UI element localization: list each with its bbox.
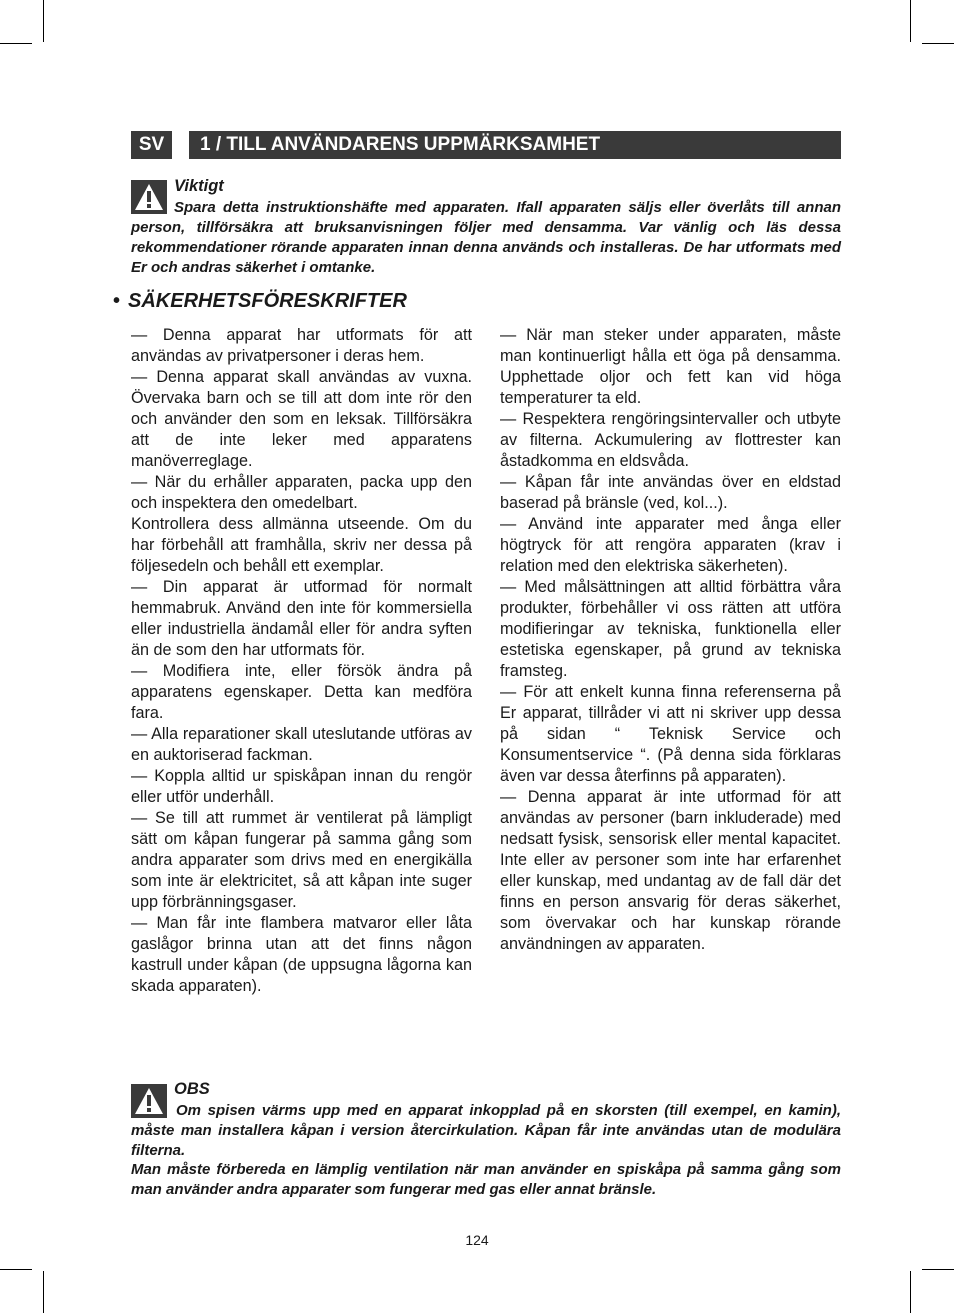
safety-left-column (131, 325, 472, 997)
important-notice-title: Viktigt (174, 177, 224, 195)
safety-heading-text: SÄKERHETSFÖRESKRIFTER (128, 290, 407, 312)
crop-mark (0, 43, 32, 44)
safety-paragraph: — Använd inte apparater med ånga eller högtryck för att rengöra apparaten (krav i relation med den elektriska säkerheten). (500, 515, 841, 575)
crop-mark (922, 1269, 954, 1270)
obs-notice-text-2: Man måste förbereda en lämplig ventilation när man använder en spiskåpa på samma gång som man använder andra apparater som fungerar med gas eller annat bränsle. (131, 1161, 841, 1198)
safety-heading (113, 290, 407, 313)
crop-mark (910, 1271, 911, 1313)
crop-mark (43, 0, 44, 42)
safety-paragraph: — Se till att rummet är ventilerat på lämpligt sätt om kåpan fungerar på samma gång som andra apparater som drivs med en energikälla som inte är elektricitet, så att kåpan inte suger upp förbränningsgaser. (131, 809, 472, 911)
safety-paragraph: — När man steker under apparaten, måste man kontinuerligt hålla ett öga på densamma. Upphettade oljor och fett kan vid höga temperaturer ta eld. (500, 326, 841, 407)
safety-paragraph: — Med målsättningen att alltid förbättra våra produkter, förbehåller vi oss rätten att utföra modifieringar av tekniska, funktionella eller estetiska egenskaper, på grund av tekniska framsteg. (500, 578, 841, 680)
section-title-bar (189, 131, 841, 159)
crop-mark (922, 43, 954, 44)
safety-paragraph: Kontrollera dess allmänna utseende. Om du har förbehåll att framhålla, skriv ner dessa på följesedeln och behåll ett exemplar. (131, 515, 472, 575)
safety-paragraph: — Man får inte flambera matvaror eller låta gaslågor brinna utan att det finns någon kastrull under kåpan (de uppsugna lågorna kan skada apparaten). (131, 914, 472, 995)
safety-paragraph: — När du erhåller apparaten, packa upp den och inspektera den omedelbart. (131, 473, 472, 512)
crop-mark (910, 0, 911, 42)
important-notice-text: Spara detta instruktionshäfte med apparaten. Ifall apparaten säljs eller överlåts till annan person, tillförsäkra att bruksanvisningen följer med densamma. Var vänlig och läs dessa rekommendationer rörande apparaten innan denna används och installeras. De har utformats med Er och andras säkerhet i omtanke. (131, 199, 841, 276)
safety-paragraph: — Denna apparat är inte utformad för att användas av personer (barn inkluderade) med nedsatt fysisk, sensorisk eller mental kapacitet. Inte eller av personer som inte har erfarenhet eller kunskap, med undantag av de fall där det finns en person ansvarig för deras säkerhet, som övervakar och har kunskap rörande användningen av apparaten. (500, 788, 841, 953)
page-number: 124 (465, 1232, 489, 1248)
section-title: 1 / TILL ANVÄNDARENS UPPMÄRKSAMHET (200, 134, 601, 155)
safety-paragraph: — Denna apparat har utformats för att användas av privatpersoner i deras hem. (131, 326, 472, 365)
safety-paragraph: — Kåpan får inte användas över en eldstad baserad på bränsle (ved, kol...). (500, 473, 841, 512)
obs-notice-title: OBS (174, 1080, 210, 1098)
safety-paragraph: — Alla reparationer skall uteslutande utföras av en auktoriserad fackman. (131, 725, 472, 764)
heading-bullet: • (113, 290, 121, 312)
safety-paragraph: — Din apparat är utformad för normalt hemmabruk. Använd den inte för kommersiella eller industriella ändamål eller för andra syften än de som den har utformats för. (131, 578, 472, 659)
crop-mark (0, 1269, 32, 1270)
obs-notice-text: Om spisen värms upp med en apparat inkopplad på en skorsten (till exempel, en kamin), måste man installera kåpan i version återcirkulation. Kåpan får inte användas utan de modulära filterna. (131, 1102, 841, 1159)
safety-paragraph: — Denna apparat skall användas av vuxna. Övervaka barn och se till att dom inte rör den och använder den som en leksak. Tillförsäkra att de inte leker med apparatens manöverreglage. (131, 368, 472, 470)
safety-paragraph: — Modifiera inte, eller försök ändra på apparatens egenskaper. Detta kan medföra fara. (131, 662, 472, 722)
safety-right-column (500, 325, 841, 955)
safety-paragraph: — För att enkelt kunna finna referenserna på Er apparat, tillråder vi att ni skriver upp dessa på sidan “ Teknisk Service och Konsumentservice “. (På denna sida förklaras även var dessa återfinns på apparaten). (500, 683, 841, 785)
language-badge: SV (131, 131, 172, 159)
crop-mark (43, 1271, 44, 1313)
safety-paragraph: — Respektera rengöringsintervaller och utbyte av filterna. Ackumulering av flottrester kan åstadkomma en eldsvåda. (500, 410, 841, 470)
safety-paragraph: — Koppla alltid ur spiskåpan innan du rengör eller utför underhåll. (131, 767, 472, 806)
